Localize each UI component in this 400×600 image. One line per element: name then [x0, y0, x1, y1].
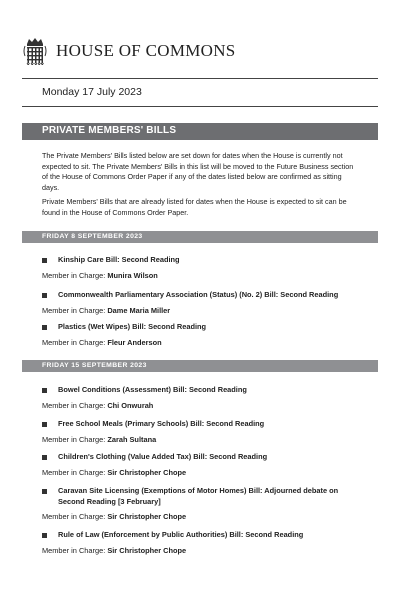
day-heading — [22, 231, 378, 243]
member-name: Fleur Anderson — [107, 338, 162, 347]
bill-item — [42, 486, 360, 507]
bullet-icon — [42, 455, 47, 460]
bill-item — [42, 255, 360, 266]
bill-title: Plastics (Wet Wipes) Bill: Second Reading — [58, 322, 207, 331]
member-label: Member in Charge: — [42, 271, 106, 280]
bill-item — [42, 290, 360, 301]
bill-title: Rule of Law (Enforcement by Public Authorities) Bill: Second Reading — [58, 530, 304, 539]
member-in-charge — [42, 468, 186, 477]
member-name: Dame Maria Miller — [107, 306, 171, 315]
day-heading-text: FRIDAY 15 SEPTEMBER 2023 — [42, 361, 147, 369]
member-in-charge — [42, 546, 186, 555]
member-name: Zarah Sultana — [107, 435, 157, 444]
bullet-icon — [42, 533, 47, 538]
member-in-charge — [42, 401, 153, 410]
section-heading — [22, 123, 378, 140]
member-name: Munira Wilson — [107, 271, 158, 280]
member-label: Member in Charge: — [42, 468, 106, 477]
bullet-icon — [42, 258, 47, 263]
bullet-icon — [42, 325, 47, 330]
bill-item — [42, 322, 360, 333]
bill-title: Kinship Care Bill: Second Reading — [58, 255, 180, 264]
member-name: Sir Christopher Chope — [107, 468, 187, 477]
bill-item — [42, 419, 360, 430]
date-divider — [22, 106, 378, 107]
member-in-charge — [42, 271, 158, 280]
page-header — [22, 36, 236, 66]
header-divider — [22, 78, 378, 79]
member-label: Member in Charge: — [42, 512, 106, 521]
bill-title: Children's Clothing (Value Added Tax) Bill: Second Reading — [58, 452, 268, 461]
bill-title: Commonwealth Parliamentary Association (Status) (No. 2) Bill: Second Reading — [58, 290, 339, 299]
member-in-charge — [42, 512, 186, 521]
member-in-charge — [42, 306, 170, 315]
member-label: Member in Charge: — [42, 401, 106, 410]
bill-item — [42, 452, 360, 463]
section-title: PRIVATE MEMBERS' BILLS — [42, 125, 177, 136]
member-label: Member in Charge: — [42, 306, 106, 315]
bullet-icon — [42, 489, 47, 494]
intro-paragraph-1: The Private Members' Bills listed below are set down for dates when the House is currently not expected to sit. The Private Members' Bills in this list will be moved to the Future Business section of the House of Commons Order Paper if any of the dates listed below are confirmed as sitting days. — [42, 151, 354, 192]
member-label: Member in Charge: — [42, 435, 106, 444]
bill-title: Caravan Site Licensing (Exemptions of Motor Homes) Bill: Adjourned debate on Second Reading [3 February] — [58, 486, 339, 506]
member-name: Sir Christopher Chope — [107, 546, 187, 555]
intro-paragraph-2: Private Members' Bills that are already listed for dates when the House is expected to sit can be found in the House of Commons Order Paper. — [42, 197, 347, 217]
bullet-icon — [42, 422, 47, 427]
day-heading-text: FRIDAY 8 SEPTEMBER 2023 — [42, 232, 143, 240]
house-title: HOUSE OF COMMONS — [56, 41, 236, 60]
member-name: Sir Christopher Chope — [107, 512, 187, 521]
bill-item — [42, 385, 360, 396]
bill-title: Bowel Conditions (Assessment) Bill: Second Reading — [58, 385, 247, 394]
member-label: Member in Charge: — [42, 546, 106, 555]
bullet-icon — [42, 293, 47, 298]
bill-item — [42, 530, 360, 541]
member-label: Member in Charge: — [42, 338, 106, 347]
member-in-charge — [42, 338, 162, 347]
bullet-icon — [42, 388, 47, 393]
member-name: Chi Onwurah — [107, 401, 154, 410]
day-heading — [22, 360, 378, 372]
portcullis-icon — [22, 37, 48, 65]
order-paper-date: Monday 17 July 2023 — [42, 86, 142, 98]
bill-title: Free School Meals (Primary Schools) Bill: Second Reading — [58, 419, 265, 428]
member-in-charge — [42, 435, 156, 444]
